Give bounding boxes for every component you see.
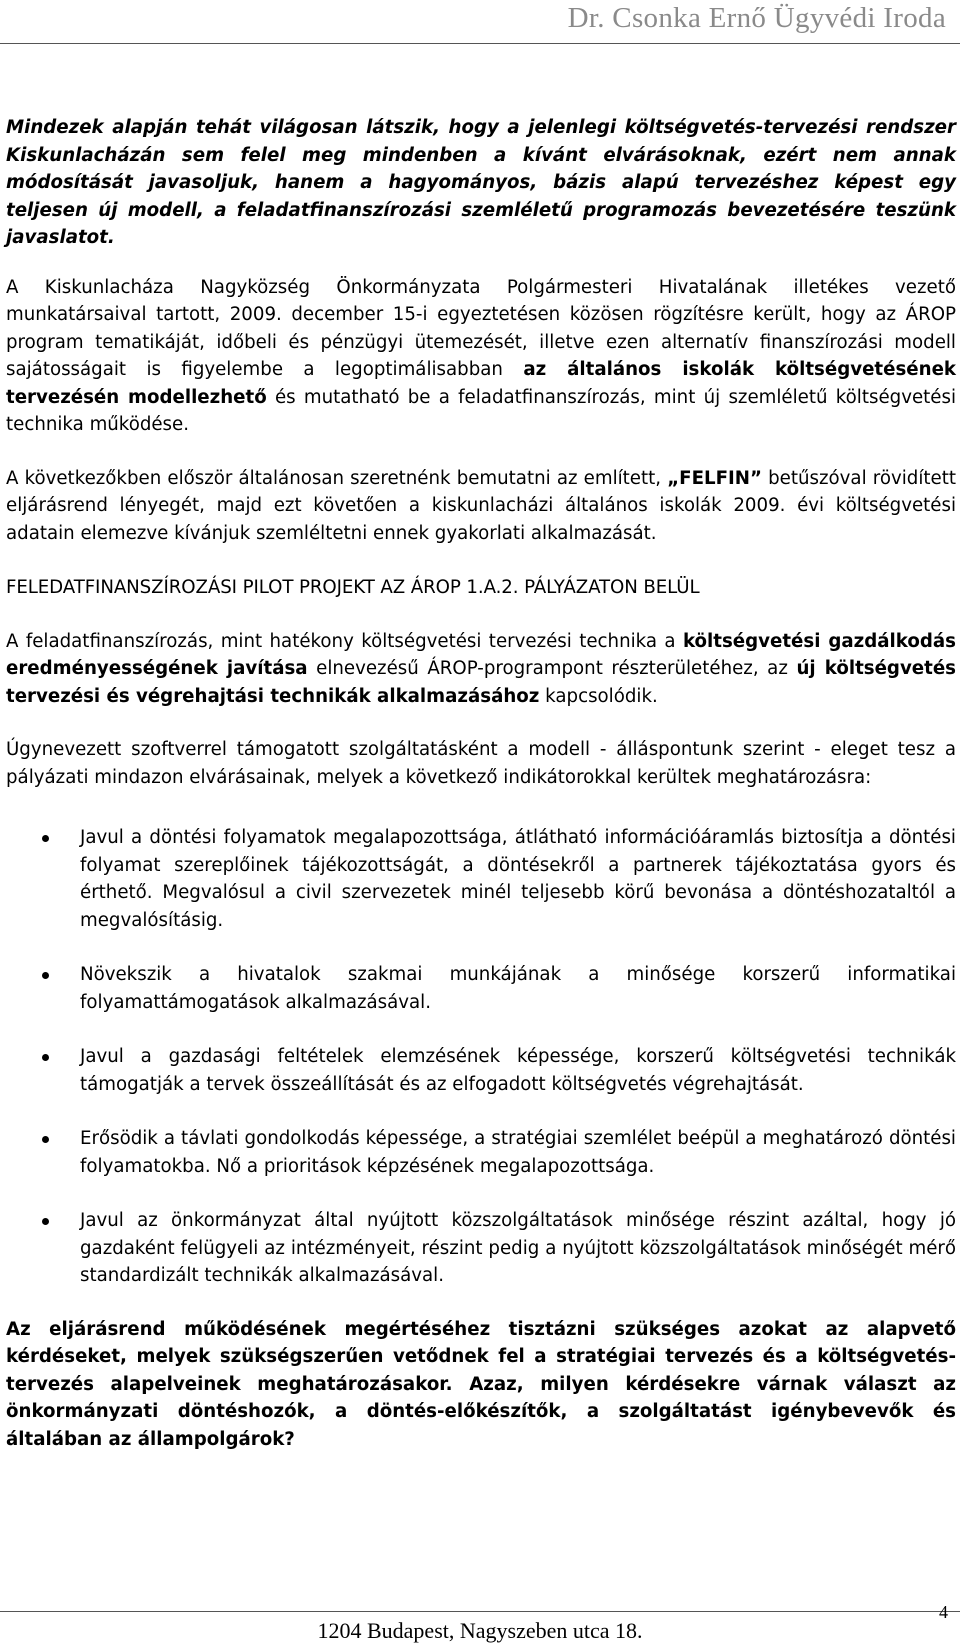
- list-item: [6, 961, 956, 1016]
- footer-address: 1204 Budapest, Nagyszeben utca 18.: [317, 1618, 643, 1643]
- paragraph-arop-text-e: kapcsolódik.: [539, 685, 658, 707]
- header-title: Dr. Csonka Ernő Ügyvédi Iroda: [567, 2, 946, 34]
- list-item: [6, 824, 956, 934]
- paragraph-arop-text-c: elnevezésű ÁROP-programpont részterületéhez, az: [307, 658, 797, 679]
- indicator-list: [6, 824, 956, 1290]
- paragraph-meeting-text-a: A Kiskunlacháza Nagyközség Önkormányzata Polgármesteri Hivatalának illetékes vezető munkatársaival tartott, 2009. december 15-i egyeztetésen közösen rögzítésre került, hogy az ÁROP program tematikáját, időbeli és pénzügyi ütemezését, illetve ezen alternatív finanszírozási modell sajátosságait is figyelembe a legoptimálisabban: [6, 276, 956, 380]
- section-title: FELEDATFINANSZÍROZÁSI PILOT PROJEKT AZ ÁROP 1.A.2. PÁLYÁZATON BELÜL: [6, 577, 700, 598]
- paragraph-indicators: Úgynevezett szoftverrel támogatott szolgáltatásként a modell - álláspontunk szerint - eleget tesz a pályázati mindazon elvárásainak, melyek a következő indikátorokkal kerültek meghatározásra:: [6, 739, 956, 788]
- list-item: [6, 1125, 956, 1180]
- bullet-icon: [42, 1218, 49, 1225]
- paragraph-intro-emphasis: [6, 114, 956, 252]
- list-item-text: Javul a döntési folyamatok megalapozottsága, átlátható információáramlás biztosítja a döntési folyamat szereplőinek tájékozottságát, a döntésekről a partnerek tájékoztatása gyors és érthető. Megvalósul a civil szervezetek minél teljesebb körű bevonása a döntéshozataltól a megvalósításig.: [80, 827, 956, 931]
- bullet-icon: [42, 835, 49, 842]
- paragraph-arop-bold-2: új költségvetés tervezési és végrehajtási technikák alkalmazásához: [6, 658, 956, 707]
- paragraph-meeting: [6, 274, 956, 439]
- felfin-term: „FELFIN”: [667, 467, 762, 489]
- paragraph-arop: [6, 628, 956, 711]
- paragraph-felfin-text-a: A következőkben először általánosan szeretnénk bemutatni az említett,: [6, 467, 668, 489]
- list-item: [6, 1043, 956, 1098]
- list-item-text: Erősödik a távlati gondolkodás képessége, a stratégiai szemlélet beépül a meghatározó döntési folyamatokba. Nő a prioritások képzésének megalapozottsága.: [80, 1128, 956, 1177]
- paragraph-intro-text: Mindezek alapján tehát világosan látszik, hogy a jelenlegi költségvetés-tervezési rendszer Kiskunlacházán sem felel meg mindenben a kívánt elvárásoknak, ezért nem annak módosítását javasoljuk, hanem a hagyományos, bázis alapú tervezéshez képest egy teljesen új modell, a feladatfinanszírozási szemléletű programozás bevezetésére teszünk javaslatot.: [6, 117, 956, 248]
- list-item-text: Javul a gazdasági feltételek elemzésének képessége, korszerű költségvetési technikák támogatják a tervek összeállítását és az elfogadott költségvetés végrehajtását.: [80, 1046, 956, 1095]
- bullet-icon: [42, 1054, 49, 1061]
- list-item: [6, 1207, 956, 1290]
- paragraph-arop-text-a: A feladatfinanszírozás, mint hatékony költségvetési tervezési technika a: [6, 630, 683, 652]
- list-item-text: Növekszik a hivatalok szakmai munkájának a minősége korszerű informatikai folyamattámogatások alkalmazásával.: [80, 964, 956, 1013]
- page-header: [0, 0, 960, 44]
- list-item-text: Javul az önkormányzat által nyújtott közszolgáltatások minősége részint azáltal, hogy jó gazdaként felügyeli az intézményeit, részint pedig a nyújtott közszolgáltatások minőségét mérő standardizált technikák alkalmazásával.: [80, 1210, 956, 1286]
- bullet-icon: [42, 972, 49, 979]
- paragraph-meeting-bold: az általános iskolák költségvetésének tervezésén modellezhető: [6, 359, 956, 408]
- paragraph-meeting-text-c: és mutatható be a feladatfinanszírozás, mint új szemléletű költségvetési technika működése.: [6, 386, 956, 435]
- bullet-icon: [42, 1136, 49, 1143]
- paragraph-felfin-text-c: betűszóval rövidített eljárásrend lényegét, majd ezt követően a kiskunlacházi általános iskolák 2009. évi költségvetési adatain elemezve kívánjuk szemléltetni ennek gyakorlati alkalmazását.: [6, 467, 956, 544]
- page-number: 4: [939, 1602, 948, 1622]
- footer-divider: [0, 1611, 960, 1612]
- paragraph-arop-bold-1: költségvetési gazdálkodás eredményességének javítása: [6, 630, 956, 679]
- document-body: [6, 114, 956, 1453]
- paragraph-felfin: [6, 465, 956, 548]
- paragraph-questions: Az eljárásrend működésének megértéséhez tisztázni szükséges azokat az alapvető kérdéseket, melyek szükségszerűen vetődnek fel a stratégiai tervezés és a költségvetés-tervezés alapelveinek meghatározásakor. Azaz, milyen kérdésekre várnak választ az önkormányzati döntéshozók, a döntés-előkészítők, a szolgáltatást igénybevevők és általában az állampolgárok?: [6, 1318, 956, 1450]
